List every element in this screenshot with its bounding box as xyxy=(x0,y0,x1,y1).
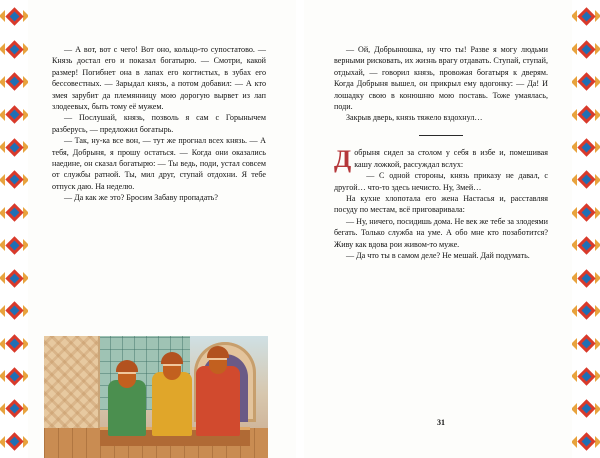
ornament-wing-left xyxy=(572,305,577,317)
folk-diamond-ornament-icon xyxy=(574,70,598,94)
paragraph: — А вот, вот с чего! Вот оно, кольцо-то супостатово. — Князь достал его и показал богатырю. — Смотри, какой размер! Погибнет она в лапах его когтистых, в зубах его бессовестных. — Зарыдал князь, а потом добавил: — А кто змея зарубит да племянницу мою дорогую вырвет из лап злодеевых, быть тому её мужем. xyxy=(52,45,266,112)
ornament-border-left xyxy=(0,0,28,458)
ornament-wing-left xyxy=(572,207,577,219)
palace-scene-illustration xyxy=(44,336,268,458)
paragraph: Закрыв дверь, князь тяжело вздохнул… xyxy=(346,113,483,123)
ornament-wing-right xyxy=(595,207,600,219)
ornament-wing-right xyxy=(23,76,28,88)
folk-diamond-ornament-icon xyxy=(2,4,26,28)
folk-diamond-ornament-icon xyxy=(2,266,26,290)
ornament-wing-right xyxy=(23,403,28,415)
dropcap-paragraph xyxy=(334,146,548,174)
folk-diamond-ornament-icon xyxy=(2,70,26,94)
folk-diamond-ornament-icon xyxy=(574,397,598,421)
section-divider xyxy=(419,135,463,137)
ornament-wing-left xyxy=(0,305,5,317)
ornament-wing-right xyxy=(595,403,600,415)
paragraph: — Да как же это? Бросим Забаву пропадать? xyxy=(64,193,218,203)
ornament-wing-right xyxy=(23,436,28,448)
paragraph: На кухне хлопотала его жена Настасья и, расставляя посуду по местам, всё приговаривала: xyxy=(334,193,548,215)
folk-diamond-ornament-icon xyxy=(574,201,598,225)
folk-diamond-ornament-icon xyxy=(2,364,26,388)
ornament-wing-right xyxy=(595,76,600,88)
folk-diamond-ornament-icon xyxy=(2,103,26,127)
ornament-border-right xyxy=(572,0,600,458)
folk-diamond-ornament-icon xyxy=(2,299,26,323)
folk-diamond-ornament-icon xyxy=(574,168,598,192)
folk-diamond-ornament-icon xyxy=(574,37,598,61)
page-gutter xyxy=(296,0,304,458)
ornament-wing-left xyxy=(0,109,5,121)
ornament-wing-right xyxy=(595,174,600,186)
ornament-wing-left xyxy=(0,207,5,219)
folk-diamond-ornament-icon xyxy=(574,332,598,356)
illustration-figure-yellow xyxy=(152,356,192,436)
ornament-wing-right xyxy=(23,109,28,121)
ornament-wing-left xyxy=(0,76,5,88)
folk-diamond-ornament-icon xyxy=(2,201,26,225)
figure-body xyxy=(196,366,240,436)
folk-diamond-ornament-icon xyxy=(574,430,598,454)
folk-diamond-ornament-icon xyxy=(574,364,598,388)
folk-diamond-ornament-icon xyxy=(574,266,598,290)
ornament-wing-left xyxy=(0,403,5,415)
paragraph: — Послушай, князь, позволь я сам с Горынычем разберусь, — предложил богатырь. xyxy=(52,113,266,134)
folk-diamond-ornament-icon xyxy=(2,37,26,61)
ornament-wing-right xyxy=(23,207,28,219)
figure-body xyxy=(108,380,146,436)
illustration-figure-red xyxy=(196,350,240,436)
folk-diamond-ornament-icon xyxy=(574,103,598,127)
ornament-wing-right xyxy=(23,338,28,350)
ornament-wing-left xyxy=(572,174,577,186)
folk-diamond-ornament-icon xyxy=(574,135,598,159)
ornament-wing-right xyxy=(595,305,600,317)
right-text-column xyxy=(334,44,548,261)
ornament-wing-left xyxy=(572,436,577,448)
ornament-wing-right xyxy=(23,305,28,317)
ornament-wing-left xyxy=(572,338,577,350)
page-number: 31 xyxy=(437,418,445,427)
folk-diamond-ornament-icon xyxy=(2,430,26,454)
ornament-wing-left xyxy=(572,109,577,121)
folk-diamond-ornament-icon xyxy=(2,135,26,159)
folk-diamond-ornament-icon xyxy=(2,233,26,257)
ornament-wing-right xyxy=(595,109,600,121)
ornament-wing-right xyxy=(595,436,600,448)
folk-diamond-ornament-icon xyxy=(574,4,598,28)
ornament-wing-left xyxy=(0,338,5,350)
ornament-wing-right xyxy=(595,338,600,350)
ornament-wing-left xyxy=(0,174,5,186)
paragraph: — Так, ну-ка все вон, — тут же прогнал всех князь. — А тебя, Добрыня, я прошу остаться. — Когда они оказались наедине, он сказал богатырю: — Ты ведь, поди, устал совсем от службы ратной. Ты, мил друг, ступай отдохни. Я тебе отпуск даю. На неделю. xyxy=(52,136,266,191)
folk-diamond-ornament-icon xyxy=(2,397,26,421)
illustration-figure-green xyxy=(108,364,146,436)
ornament-wing-right xyxy=(23,174,28,186)
paragraph: — Ой, Добрынюшка, ну что ты! Разве я могу людьми верными рисковать, их жизнь врагу отдавать. Ступай, ступай, отдыхай, — говорил князь, провожая богатыря к дверям. Когда Добрыня вышел, он прикрыл ему вдогонку: — Да! И лошадку свою в конюшню мою поставь. Тоже умаялась, поди. xyxy=(334,45,548,112)
left-text-column xyxy=(52,44,266,204)
paragraph: — Ну, ничего, посидишь дома. Не век же тебе за злодеями бегать. Только служба на уме. А обо мне кто позаботится? Живу как вдова рои живом-то муже. xyxy=(334,216,548,249)
figure-body xyxy=(152,372,192,436)
paragraph: — С одной стороны, князь приказу не давал, с другой… что-то здесь нечисто. Ну, Змей… xyxy=(334,171,548,192)
ornament-wing-left xyxy=(572,403,577,415)
drop-cap-letter: Д xyxy=(334,146,352,174)
paragraph: — Да что ты в самом деле? Не мешай. Дай подумать. xyxy=(346,251,530,260)
folk-diamond-ornament-icon xyxy=(574,299,598,323)
dropcap-paragraph-text: обрыня сидел за столом у себя в избе и, помешивая кашу ложкой, рассуждал вслух: xyxy=(354,148,548,169)
ornament-wing-left xyxy=(0,436,5,448)
folk-diamond-ornament-icon xyxy=(574,233,598,257)
ornament-wing-left xyxy=(572,76,577,88)
folk-diamond-ornament-icon xyxy=(2,332,26,356)
folk-diamond-ornament-icon xyxy=(2,168,26,192)
